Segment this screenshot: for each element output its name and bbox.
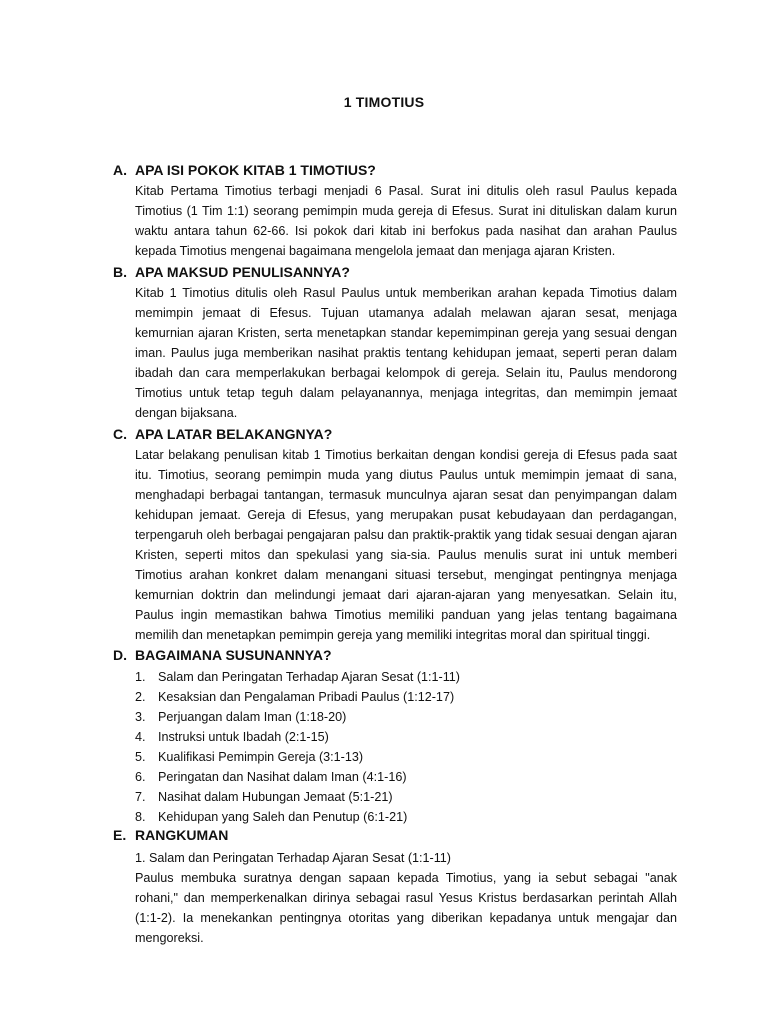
list-item [135,787,675,807]
list-item [135,807,675,827]
section-heading-a [113,160,376,180]
section-title: APA MAKSUD PENULISANNYA? [135,264,350,280]
list-item-number: 3. [135,710,146,724]
section-title: RANGKUMAN [135,827,229,843]
list-item-number: 6. [135,770,146,784]
list-item-label: Instruksi untuk Ibadah (2:1-15) [158,730,329,744]
section-heading-b [113,262,350,282]
section-c-paragraph: Latar belakang penulisan kitab 1 Timotius berkaitan dengan kondisi gereja di Efesus pada saat itu. Timotius, seorang pemimpin muda yang diutus Paulus untuk memimpin jemaat di sana, menghadapi berbagai tantangan, termasuk munculnya ajaran sesat dan penyimpangan dalam kehidupan jemaat. Gereja di Efesus, yang merupakan pusat kebudayaan dan perdagangan, terpengaruh oleh berbagai pengajaran palsu dan praktik-praktik yang tidak sesuai dengan ajaran Kristen, seperti mitos dan spekulasi yang sia-sia. Paulus menulis surat ini untuk memberi Timotius arahan konkret dalam menangani situasi tersebut, mengingat pentingnya menjaga kemurnian doktrin dan melindungi jemaat dari ajaran-ajaran yang menyesatkan. Selain itu, Paulus ingin memastikan bahwa Timotius memiliki panduan yang jelas tentang bagaimana memilih dan menetapkan pemimpin gereja yang memiliki integritas moral dan spiritual tinggi. [135,448,677,642]
section-heading-c [113,424,332,444]
section-heading-e [113,825,228,845]
list-item-number: 2. [135,690,146,704]
list-item-label: Nasihat dalam Hubungan Jemaat (5:1-21) [158,790,393,804]
section-a-paragraph: Kitab Pertama Timotius terbagi menjadi 6 Pasal. Surat ini ditulis oleh rasul Paulus kepada Timotius (1 Tim 1:1) seorang pemimpin muda gereja di Efesus. Surat ini dituliskan dalam kurun waktu antara tahun 62-66. Isi pokok dari kitab ini berfokus pada nasihat dan arahan Paulus kepada Timotius mengenai bagaimana mengelola jemaat dan menjaga ajaran Kristen. [135,184,677,258]
summary-subheading: 1. Salam dan Peringatan Terhadap Ajaran Sesat (1:1-11) [135,851,451,865]
list-item-number: 4. [135,730,146,744]
document-title: 1 TIMOTIUS [343,94,425,110]
list-item-label: Peringatan dan Nasihat dalam Iman (4:1-16) [158,770,407,784]
section-e-paragraph: Paulus membuka suratnya dengan sapaan kepada Timotius, yang ia sebut sebagai "anak rohani," dan memperkenalkan dirinya sebagai rasul Yesus Kristus berdasarkan perintah Allah (1:1-2). Ia menekankan pentingnya otoritas yang diberikan kepadanya untuk mengajar dan mengoreksi. [135,871,677,945]
section-letter: E. [113,827,127,843]
section-letter: B. [113,264,127,280]
list-item-number: 7. [135,790,146,804]
section-b-paragraph: Kitab 1 Timotius ditulis oleh Rasul Paulus untuk memberikan arahan kepada Timotius dalam memimpin jemaat di Efesus. Tujuan utamanya adalah melawan ajaran sesat, menjaga kemurnian ajaran Kristen, serta menetapkan standar kepemimpinan gereja yang sesuai dengan iman. Paulus juga memberikan nasihat praktis tentang kehidupan jemaat, seperti peran dalam ibadah dan cara memperlakukan berbagai kelompok di gereja. Selain itu, Paulus mendorong Timotius untuk tetap teguh dalam pelayanannya, menjaga integritas, dan memimpin jemaat dengan bijaksana. [135,286,677,420]
list-item-label: Kualifikasi Pemimpin Gereja (3:1-13) [158,750,364,764]
section-title: APA LATAR BELAKANGNYA? [135,426,333,442]
list-item [135,687,675,707]
list-item-label: Perjuangan dalam Iman (1:18-20) [158,710,347,724]
list-item-number: 8. [135,810,146,824]
list-item-label: Salam dan Peringatan Terhadap Ajaran Sesat (1:1-11) [158,670,460,684]
structure-list [135,667,675,827]
section-letter: A. [113,162,127,178]
section-heading-d [113,645,332,665]
list-item [135,707,675,727]
section-title: BAGAIMANA SUSUNANNYA? [135,647,332,663]
list-item [135,667,675,687]
section-letter: D. [113,647,127,663]
list-item [135,767,675,787]
list-item [135,727,675,747]
section-title: APA ISI POKOK KITAB 1 TIMOTIUS? [135,162,376,178]
list-item-label: Kesaksian dan Pengalaman Pribadi Paulus (1:12-17) [158,690,455,704]
section-letter: C. [113,426,127,442]
list-item-number: 1. [135,670,146,684]
list-item-label: Kehidupan yang Saleh dan Penutup (6:1-21) [158,810,408,824]
list-item-number: 5. [135,750,146,764]
list-item [135,747,675,767]
